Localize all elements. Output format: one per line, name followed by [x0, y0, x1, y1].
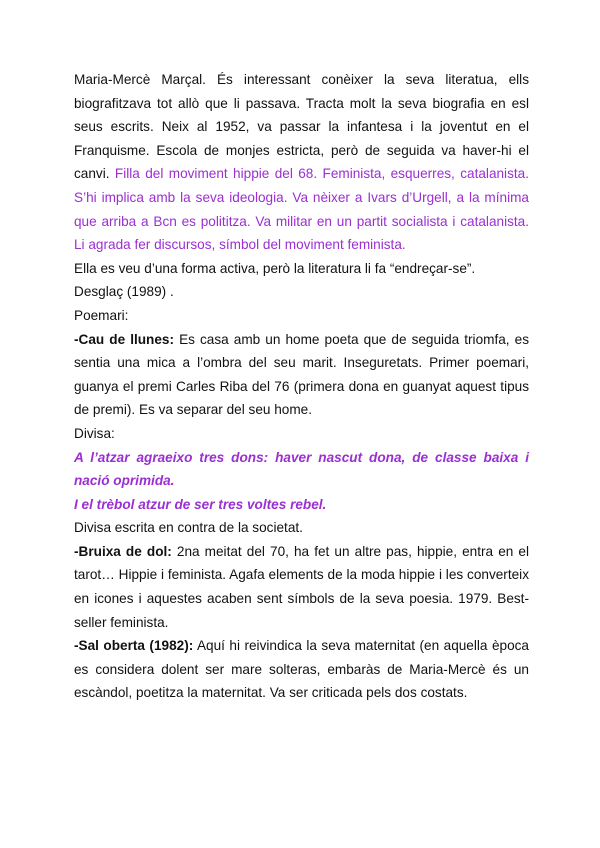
- intro-text: Maria-Mercè Marçal. És interessant conèixer la seva literatua, ells biografitzava tot allò que li passava. Tracta molt la seva biografia en esl seus escrits. Neix al 1952, va passar la infantesa i la joventut en el Franquisme. Escola de monjes estricta, però de seguida va haver-hi el canvi.: [74, 72, 529, 182]
- paragraph-divisa-label: Divisa:: [74, 425, 115, 441]
- intro-highlighted-text: Filla del moviment hippie del 68. Feminista, esquerres, catalanista. S’hi implica amb la seva ideologia. Va nèixer a Ivars d’Urgell, a la mínima que arriba a Bcn es polititza. Va militar en un partit socialista i catalanista. Li agrada fer discursos, símbol del moviment feminista.: [74, 166, 529, 253]
- paragraph-bruixa-de-dol: [74, 540, 529, 634]
- paragraph-poemari: Poemari:: [74, 307, 129, 323]
- paragraph-divisa-text: Divisa escrita en contra de la societat.: [74, 520, 303, 536]
- cau-de-llunes-title: -Cau de llunes:: [74, 331, 175, 347]
- document-page: [74, 68, 529, 705]
- paragraph-sal-oberta: [74, 634, 529, 705]
- cau-de-llunes-text: Es casa amb un home poeta que de seguida triomfa, es sentia una mica a l’ombra del seu marit. Inseguretats. Primer poemari, guanya el premi Carles Riba del 76 (primera dona en guanyat aquest tipus de premi). Es va separar del seu home.: [74, 331, 529, 418]
- divisa-quote-line-1: A l’atzar agraeixo tres dons: haver nascut dona, de classe baixa i nació oprimida.: [74, 449, 529, 489]
- intro-paragraph: [74, 68, 529, 257]
- paragraph-cau-de-llunes: [74, 328, 529, 422]
- bruixa-de-dol-text: 2na meitat del 70, ha fet un altre pas, hippie, entra en el tarot… Hippie i feminista. Agafa elements de la moda hippie i les converteix en icones i aquestes acaben sent símbols de la seva poesia. 1979. Best-seller feminista.: [74, 543, 529, 630]
- divisa-quote-line-2: I el trèbol atzur de ser tres voltes rebel.: [74, 496, 327, 512]
- sal-oberta-text: Aquí hi reivindica la seva maternitat (en aquella època es considera dolent ser mare solteras, embaràs de Maria-Mercè és un escàndol, poetitza la maternitat. Va ser criticada pels dos costats.: [74, 638, 529, 701]
- bruixa-de-dol-title: -Bruixa de dol:: [74, 543, 172, 559]
- paragraph-desglac: Desglaç (1989) .: [74, 284, 174, 300]
- paragraph-active: Ella es veu d’una forma activa, però la literatura li fa “endreçar-se”.: [74, 260, 476, 276]
- sal-oberta-title: -Sal oberta (1982):: [74, 638, 194, 654]
